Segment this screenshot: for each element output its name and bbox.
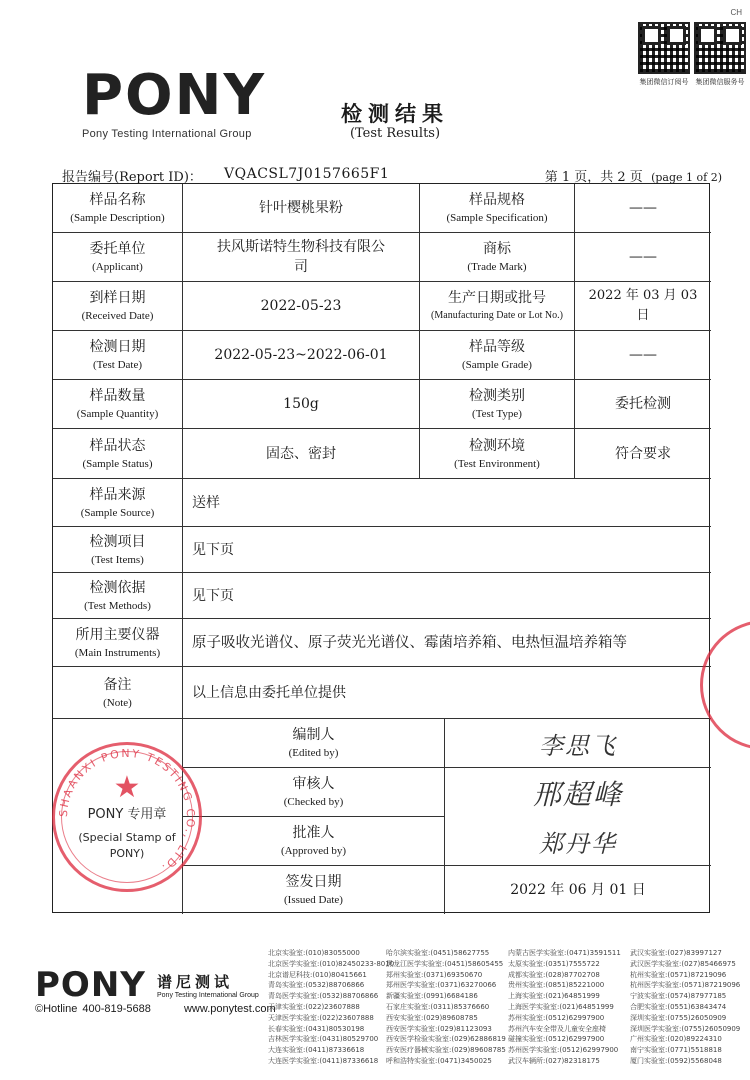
lab-entry: 大连医学实验室:(0411)87336618 <box>268 1056 379 1065</box>
labs-column-2 <box>386 948 506 1067</box>
lab-entry: 深圳医学实验室:(0755)26050909 <box>630 1024 741 1033</box>
lab-entry: 南宁实验室:(0771)5518818 <box>630 1046 722 1055</box>
label-applicant: 委托单位 (Applicant) <box>53 233 183 282</box>
value-test-date: 2022-05-23~2022-06-01 <box>183 331 420 380</box>
stamp-title: PONY 专用章 <box>87 806 167 822</box>
lab-entry: 石家庄实验室:(0311)85376660 <box>386 1002 490 1011</box>
value-received-date: 2022-05-23 <box>183 282 420 331</box>
official-stamp <box>52 742 202 892</box>
value-manufacturing-date: 2022 年 03 月 03 日 <box>575 282 711 331</box>
labs-column-1 <box>268 948 394 1067</box>
stamp-star-icon: ★ <box>113 769 141 805</box>
lab-entry: 西安医疗器械实验室:(029)89608785 <box>386 1046 506 1055</box>
qr-caption: 集团微信服务号 <box>695 78 745 86</box>
value-sample-quantity: 150g <box>183 380 420 429</box>
stamp-subtitle: (Special Stamp of PONY) <box>78 830 176 860</box>
qr-caption: 集团微信订阅号 <box>639 78 689 86</box>
label-received-date: 到样日期 (Received Date) <box>53 282 183 331</box>
value-test-environment: 符合要求 <box>575 429 711 479</box>
lab-entry: 杭州医学实验室:(0571)87219096 <box>630 981 741 990</box>
lab-entry: 大连实验室:(0411)87336618 <box>268 1046 365 1055</box>
lab-entry: 呼和浩特实验室:(0471)3450025 <box>386 1056 492 1065</box>
lab-entry: 苏州医学实验室:(0512)62997900 <box>508 1046 619 1055</box>
qr-service <box>694 22 746 87</box>
label-sample-specification: 样品规格 (Sample Specification) <box>420 184 575 233</box>
value-test-methods: 见下页 <box>183 573 711 619</box>
lab-entry: 内蒙古医学实验室:(0471)3591511 <box>508 949 621 957</box>
page-title-en: (Test Results) <box>349 126 441 141</box>
footer-logo-word: PONY <box>35 965 146 1005</box>
lab-entry: 北京实验室:(010)83055000 <box>268 949 360 957</box>
lab-entry: 青岛医学实验室:(0532)88706866 <box>268 992 379 1001</box>
lab-entry: 深圳实验室:(0755)26050909 <box>630 1013 727 1022</box>
label-note: 备注 (Note) <box>53 667 183 719</box>
lab-entry: 郑州实验室:(0371)69350670 <box>386 970 483 979</box>
lab-entry: 上海医学实验室:(021)64851999 <box>508 1002 614 1011</box>
lab-entry: 宁波实验室:(0574)87977185 <box>630 992 727 1001</box>
label-test-environment: 检测环境 (Test Environment) <box>420 429 575 479</box>
label-sample-description: 样品名称 (Sample Description) <box>53 184 183 233</box>
label-approved-by: 批准人 (Approved by) <box>183 817 445 866</box>
lab-entry: 北京医学实验室:(010)82450233-8010 <box>268 959 395 968</box>
lab-entry: 黑龙江医学实验室:(0451)58605455 <box>386 959 504 968</box>
label-manufacturing-date: 生产日期或批号 (Manufacturing Date or Lot No.) <box>420 282 575 331</box>
lab-entry: 厦门实验室:(0592)5568048 <box>630 1056 722 1065</box>
signature-edited-by: 李思飞 <box>445 719 711 768</box>
lab-entry: 西安医学检验实验室:(029)62886819 <box>386 1035 506 1044</box>
lab-entry: 天津医学实验室:(022)23607888 <box>268 1013 374 1022</box>
label-sample-grade: 样品等级 (Sample Grade) <box>420 331 575 380</box>
value-issued-date: 2022 年 06 月 01 日 <box>510 882 646 898</box>
qr-code-icon <box>694 22 746 74</box>
value-applicant: 扶风斯诺特生物科技有限公 司 <box>183 233 420 282</box>
lab-entry: 苏州实验室:(0512)62997900 <box>508 1013 605 1022</box>
lab-entry: 长春实验室:(0431)80530198 <box>268 1024 365 1033</box>
lab-entry: 郑州医学实验室:(0371)63270066 <box>386 981 497 990</box>
qr-code-icon <box>638 22 690 74</box>
labs-column-4 <box>630 948 740 1067</box>
label-test-date: 检测日期 (Test Date) <box>53 331 183 380</box>
lab-entry: 武汉医学实验室:(027)85466975 <box>630 959 736 968</box>
lab-entry: 合肥实验室:(0551)63843474 <box>630 1002 727 1011</box>
website-link[interactable]: www.ponytest.com <box>183 1003 276 1015</box>
value-sample-description: 针叶樱桃果粉 <box>183 184 420 233</box>
page-indicator: 第 1 页，共 2 页 (page 1 of 2) <box>544 170 722 185</box>
lab-entry: 吉林医学实验室:(0431)80529700 <box>268 1035 379 1044</box>
lab-entry: 新疆实验室:(0991)6684186 <box>386 992 478 1001</box>
signature-checked-by: 邢超峰 <box>532 777 623 811</box>
lab-entry: 武汉实验室:(027)83997127 <box>630 949 722 957</box>
label-trade-mark: 商标 (Trade Mark) <box>420 233 575 282</box>
page-title: 检测结果 <box>341 101 449 126</box>
stamp-ring-text <box>52 742 202 892</box>
lab-entry: 贵州实验室:(0851)85221000 <box>508 981 605 990</box>
lab-entry: 太原实验室:(0351)7555722 <box>508 959 600 968</box>
logo-word: PONY <box>82 63 267 128</box>
footer-contact <box>35 1003 276 1015</box>
label-test-type: 检测类别 (Test Type) <box>420 380 575 429</box>
footer-brand: 谱尼测试 Pony Testing International Group <box>157 973 259 999</box>
svg-text:SHAANXI PONY TESTING CO., LTD.: SHAANXI PONY TESTING CO., LTD. <box>56 746 198 876</box>
qr-subscription <box>638 22 690 87</box>
value-sample-source: 送样 <box>183 479 711 527</box>
lab-entry: 苏州汽车安全带及儿童安全座椅 <box>508 1024 606 1033</box>
value-sample-status: 固态、密封 <box>183 429 420 479</box>
labs-column-3 <box>508 948 621 1067</box>
lab-entry: 天津实验室:(022)23607888 <box>268 1002 360 1011</box>
lab-entry: 北京谱尼科技:(010)80415661 <box>268 970 367 979</box>
report-id-label: 报告编号(Report ID)： <box>62 170 202 185</box>
signature-approved-by: 郑丹华 <box>445 817 711 866</box>
page-code: CH <box>730 8 742 17</box>
value-sample-specification: —— <box>575 184 711 233</box>
value-main-instruments: 原子吸收光谱仪、原子荧光光谱仪、霉菌培养箱、电热恒温培养箱等 <box>183 619 711 667</box>
lab-entry: 成都实验室:(028)87702708 <box>508 970 600 979</box>
lab-entry: 西安医学实验室:(029)81123093 <box>386 1024 492 1033</box>
footer-logo <box>35 965 265 1005</box>
lab-entry: 哈尔滨实验室:(0451)58627755 <box>386 949 490 957</box>
lab-entry: 碰撞实验室:(0512)62997900 <box>508 1035 605 1044</box>
lab-entry: 西安实验室:(029)89608785 <box>386 1013 478 1022</box>
label-checked-by: 审核人 (Checked by) <box>183 768 445 817</box>
label-sample-quantity: 样品数量 (Sample Quantity) <box>53 380 183 429</box>
label-issued-date: 签发日期 (Issued Date) <box>183 866 445 914</box>
hotline: ©Hotline 400-819-5688 <box>35 1003 151 1015</box>
lab-entry: 广州实验室:(020)89224310 <box>630 1035 722 1044</box>
lab-entry: 青岛实验室:(0532)88706866 <box>268 981 365 990</box>
label-sample-source: 样品来源 (Sample Source) <box>53 479 183 527</box>
value-note: 以上信息由委托单位提供 <box>183 667 711 719</box>
label-sample-status: 样品状态 (Sample Status) <box>53 429 183 479</box>
value-test-type: 委托检测 <box>575 380 711 429</box>
value-sample-grade: —— <box>575 331 711 380</box>
lab-entry: 杭州实验室:(0571)87219096 <box>630 970 727 979</box>
value-test-items: 见下页 <box>183 527 711 573</box>
lab-entry: 上海实验室:(021)64851999 <box>508 992 600 1001</box>
label-edited-by: 编制人 (Edited by) <box>183 719 445 768</box>
value-trade-mark: —— <box>575 233 711 282</box>
label-test-methods: 检测依据 (Test Methods) <box>53 573 183 619</box>
lab-entry: 武汉车辆所:(027)82318175 <box>508 1056 600 1065</box>
logo-subtitle: Pony Testing International Group <box>82 128 252 140</box>
label-test-items: 检测项目 (Test Items) <box>53 527 183 573</box>
label-main-instruments: 所用主要仪器 (Main Instruments) <box>53 619 183 667</box>
report-id-value: VQACSL7J0157665F1 <box>224 166 390 182</box>
pony-logo <box>82 63 292 140</box>
